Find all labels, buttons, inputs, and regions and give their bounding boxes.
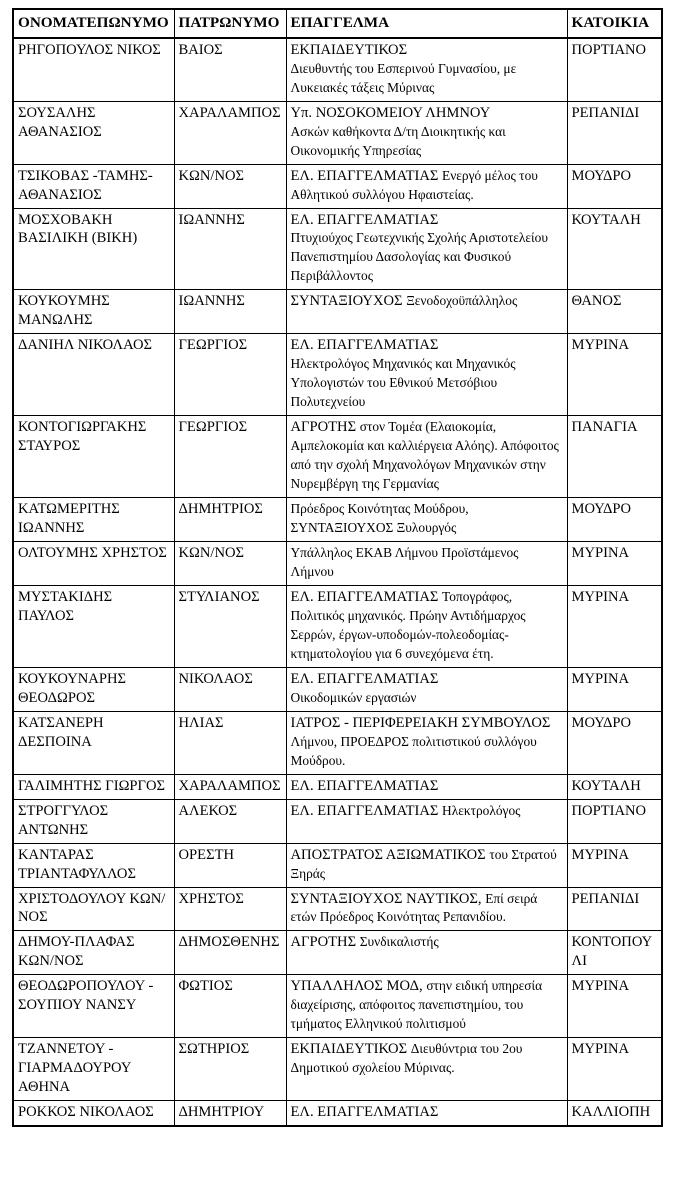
cell-fullname: ΜΥΣΤΑΚΙΔΗΣ ΠΑΥΛΟΣ — [13, 585, 174, 667]
table-row — [13, 498, 662, 542]
cell-residence: ΚΟΥΤΑΛΗ — [567, 774, 662, 799]
cell-profession — [286, 208, 567, 290]
cell-residence: ΘΑΝΟΣ — [567, 290, 662, 334]
cell-profession — [286, 416, 567, 498]
cell-residence: ΠΟΡΤΙΑΝΟ — [567, 38, 662, 101]
cell-fathername: ΝΙΚΟΛΑΟΣ — [174, 667, 286, 711]
cell-residence: ΜΥΡΙΝΑ — [567, 334, 662, 416]
cell-fullname: ΟΛΤΟΥΜΗΣ ΧΡΗΣΤΟΣ — [13, 542, 174, 586]
table-row — [13, 799, 662, 843]
cell-fathername: ΑΛΕΚΟΣ — [174, 799, 286, 843]
cell-residence: ΚΟΥΤΑΛΗ — [567, 208, 662, 290]
cell-profession — [286, 164, 567, 208]
cell-residence: ΡΕΠΑΝΙΔΙ — [567, 101, 662, 164]
profession-title: ΑΓΡΟΤΗΣ — [290, 419, 357, 436]
table-row — [13, 101, 662, 164]
table-row — [13, 774, 662, 799]
profession-title: ΥΠΑΛΛΗΛΟΣ ΜΟΔ, — [290, 978, 423, 995]
cell-fathername: ΦΩΤΙΟΣ — [174, 975, 286, 1038]
cell-residence: ΜΥΡΙΝΑ — [567, 585, 662, 667]
cell-residence: ΜΟΥΔΡΟ — [567, 164, 662, 208]
table-row — [13, 887, 662, 931]
cell-residence: ΜΟΥΔΡΟ — [567, 498, 662, 542]
column-header-fathername: ΠΑΤΡΩΝΥΜΟ — [174, 9, 286, 38]
cell-fathername: ΔΗΜΗΤΡΙΟΣ — [174, 498, 286, 542]
cell-fathername: ΚΩΝ/ΝΟΣ — [174, 164, 286, 208]
profession-title: ΕΛ. ΕΠΑΓΓΕΛΜΑΤΙΑΣ — [290, 1104, 439, 1121]
profession-title: ΕΚΠΑΙΔΕΥΤΙΚΟΣ — [290, 41, 408, 58]
cell-profession — [286, 711, 567, 774]
cell-residence: ΜΥΡΙΝΑ — [567, 667, 662, 711]
cell-fathername: ΔΗΜΗΤΡΙΟΥ — [174, 1101, 286, 1126]
column-header-residence: ΚΑΤΟΙΚΙΑ — [567, 9, 662, 38]
cell-residence: ΜΥΡΙΝΑ — [567, 542, 662, 586]
table-row — [13, 164, 662, 208]
cell-profession — [286, 843, 567, 887]
profession-detail: Επί σειρά ετών Πρόεδρος Κοινότητας Ρεπανιδίου. — [290, 890, 538, 925]
profession-detail: Ηλεκτρολόγος — [442, 802, 521, 818]
cell-fullname: ΜΟΣΧΟΒΑΚΗ ΒΑΣΙΛΙΚΗ (ΒΙΚΗ) — [13, 208, 174, 290]
profession-detail: Ενεργό μέλος του Αθλητικού συλλόγου Ηφαιστείας. — [290, 167, 538, 202]
cell-fathername: ΓΕΩΡΓΙΟΣ — [174, 334, 286, 416]
table-row — [13, 975, 662, 1038]
cell-profession — [286, 498, 567, 542]
table-row — [13, 416, 662, 498]
column-header-profession: ΕΠΑΓΓΕΛΜΑ — [286, 9, 567, 38]
profession-title: ΣΥΝΤΑΞΙΟΥΧΟΣ — [290, 293, 403, 310]
cell-fullname: ΤΣΙΚΟΒΑΣ -ΤΑΜΗΣ- ΑΘΑΝΑΣΙΟΣ — [13, 164, 174, 208]
table-body — [13, 38, 662, 1126]
table-row — [13, 843, 662, 887]
cell-profession — [286, 1101, 567, 1126]
cell-fullname: ΚΟΥΚΟΥΜΗΣ ΜΑΝΩΛΗΣ — [13, 290, 174, 334]
profession-detail: Οικοδομικών εργασιών — [290, 689, 417, 705]
profession-title: Υπ. ΝΟΣΟΚΟΜΕΙΟΥ ΛΗΜΝΟΥ — [290, 104, 491, 121]
cell-profession — [286, 585, 567, 667]
profession-detail: Συνδικαλιστής — [359, 934, 439, 950]
cell-residence: ΜΥΡΙΝΑ — [567, 975, 662, 1038]
cell-residence: ΠΟΡΤΙΑΝΟ — [567, 799, 662, 843]
cell-fullname: ΘΕΟΔΩΡΟΠΟΥΛΟΥ - ΣΟΥΠΙΟΥ ΝΑΝΣΥ — [13, 975, 174, 1038]
cell-fullname: ΣΟΥΣΑΛΗΣ ΑΘΑΝΑΣΙΟΣ — [13, 101, 174, 164]
table-header — [13, 9, 662, 38]
cell-fullname: ΓΑΛΙΜΗΤΗΣ ΓΙΩΡΓΟΣ — [13, 774, 174, 799]
table-row — [13, 208, 662, 290]
cell-fathername: ΙΩΑΝΝΗΣ — [174, 290, 286, 334]
profession-detail: Διευθύντρια του 2ου Δημοτικού σχολείου Μύρινας. — [290, 1041, 523, 1076]
cell-fullname: ΚΟΝΤΟΓΙΩΡΓΑΚΗΣ ΣΤΑΥΡΟΣ — [13, 416, 174, 498]
cell-profession — [286, 887, 567, 931]
cell-fullname: ΚΑΤΩΜΕΡΙΤΗΣ ΙΩΑΝΝΗΣ — [13, 498, 174, 542]
cell-profession — [286, 542, 567, 586]
profession-detail: στην ειδική υπηρεσία διαχείρισης, απόφοιτος πανεπιστημίου, του τμήματος Ελληνικού πολιτισμού — [290, 978, 543, 1032]
profession-title: ΙΑΤΡΟΣ - ΠΕΡΙΦΕΡΕΙΑΚΗ ΣΥΜΒΟΥΛΟΣ — [290, 714, 551, 731]
profession-detail: Πρόεδρος Κοινότητας Μούδρου, ΣΥΝΤΑΞΙΟΥΧΟΣ Ξυλουργός — [290, 501, 469, 536]
cell-fullname: ΤΖΑΝΝΕΤΟΥ - ΓΙΑΡΜΑΔΟΥΡΟΥ ΑΘΗΝΑ — [13, 1038, 174, 1101]
profession-detail: Διευθυντής του Εσπερινού Γυμνασίου, με Λυκειακές τάξεις Μύρινας — [290, 60, 517, 95]
profession-detail: του Στρατού Ξηράς — [290, 846, 557, 881]
cell-profession — [286, 334, 567, 416]
cell-profession — [286, 975, 567, 1038]
table-row — [13, 334, 662, 416]
table-row — [13, 667, 662, 711]
cell-fullname: ΔΑΝΙΗΛ ΝΙΚΟΛΑΟΣ — [13, 334, 174, 416]
profession-title: ΑΠΟΣΤΡΑΤΟΣ ΑΞΙΩΜΑΤΙΚΟΣ — [290, 846, 486, 863]
profession-detail: Ασκών καθήκοντα Δ/τη Διοικητικής και Οικονομικής Υπηρεσίας — [290, 123, 506, 158]
profession-title: ΕΛ. ΕΠΑΓΓΕΛΜΑΤΙΑΣ — [290, 802, 439, 819]
cell-fathername: ΔΗΜΟΣΘΕΝΗΣ — [174, 931, 286, 975]
profession-title: ΕΛ. ΕΠΑΓΓΕΛΜΑΤΙΑΣ — [290, 588, 439, 605]
profession-title: ΕΛ. ΕΠΑΓΓΕΛΜΑΤΙΑΣ — [290, 211, 439, 228]
cell-fullname: ΚΟΥΚΟΥΝΑΡΗΣ ΘΕΟΔΩΡΟΣ — [13, 667, 174, 711]
profession-title: ΕΛ. ΕΠΑΓΓΕΛΜΑΤΙΑΣ — [290, 167, 439, 184]
table-row — [13, 542, 662, 586]
profession-detail: Πτυχιούχος Γεωτεχνικής Σχολής Αριστοτελείου Πανεπιστημίου Δασολογίας και Φυσικού Περιβάλλοντος — [290, 230, 548, 284]
cell-residence: ΜΟΥΔΡΟ — [567, 711, 662, 774]
cell-fullname: ΔΗΜΟΥ-ΠΛΑΦΑΣ ΚΩΝ/ΝΟΣ — [13, 931, 174, 975]
cell-fullname: ΚΑΝΤΑΡΑΣ ΤΡΙΑΝΤΑΦΥΛΛΟΣ — [13, 843, 174, 887]
cell-fathername: ΟΡΕΣΤΗ — [174, 843, 286, 887]
candidates-table — [12, 8, 663, 1127]
table-header-row — [13, 9, 662, 38]
cell-profession — [286, 799, 567, 843]
cell-fullname: ΧΡΙΣΤΟΔΟΥΛΟΥ ΚΩΝ/ΝΟΣ — [13, 887, 174, 931]
cell-fullname: ΡΟΚΚΟΣ ΝΙΚΟΛΑΟΣ — [13, 1101, 174, 1126]
cell-fathername: ΣΤΥΛΙΑΝΟΣ — [174, 585, 286, 667]
cell-fathername: ΚΩΝ/ΝΟΣ — [174, 542, 286, 586]
cell-fathername: ΒΑΙΟΣ — [174, 38, 286, 101]
cell-fullname: ΡΗΓΟΠΟΥΛΟΣ ΝΙΚΟΣ — [13, 38, 174, 101]
cell-fathername: ΓΕΩΡΓΙΟΣ — [174, 416, 286, 498]
profession-title: ΕΛ. ΕΠΑΓΓΕΛΜΑΤΙΑΣ — [290, 777, 439, 794]
cell-fathername: ΧΑΡΑΛΑΜΠΟΣ — [174, 774, 286, 799]
cell-fathername: ΣΩΤΗΡΙΟΣ — [174, 1038, 286, 1101]
column-header-fullname: ΟΝΟΜΑΤΕΠΩΝΥΜΟ — [13, 9, 174, 38]
cell-profession — [286, 38, 567, 101]
cell-profession — [286, 290, 567, 334]
table-row — [13, 585, 662, 667]
cell-residence: ΚΟΝΤΟΠΟΥΛΙ — [567, 931, 662, 975]
cell-fathername: ΧΡΗΣΤΟΣ — [174, 887, 286, 931]
cell-profession — [286, 774, 567, 799]
profession-detail: Υπάλληλος ΕΚΑΒ Λήμνου Προϊστάμενος Λήμνου — [290, 545, 519, 579]
cell-residence: ΚΑΛΛΙΟΠΗ — [567, 1101, 662, 1126]
cell-residence: ΠΑΝΑΓΙΑ — [567, 416, 662, 498]
profession-title: ΕΛ. ΕΠΑΓΓΕΛΜΑΤΙΑΣ — [290, 670, 439, 687]
profession-detail: Λήμνου, ΠΡΟΕΔΡΟΣ πολιτιστικού συλλόγου Μούδρου. — [290, 733, 537, 768]
table-row — [13, 290, 662, 334]
table-row — [13, 1101, 662, 1126]
cell-profession — [286, 667, 567, 711]
profession-title: ΕΛ. ΕΠΑΓΓΕΛΜΑΤΙΑΣ — [290, 337, 439, 354]
cell-profession — [286, 1038, 567, 1101]
profession-detail: Ηλεκτρολόγος Μηχανικός και Μηχανικός Υπολογιστών του Εθνικού Μετσόβιου Πολυτεχνείου — [290, 356, 516, 410]
table-row — [13, 931, 662, 975]
cell-fathername: ΙΩΑΝΝΗΣ — [174, 208, 286, 290]
profession-title: ΕΚΠΑΙΔΕΥΤΙΚΟΣ — [290, 1041, 408, 1058]
profession-detail: Ξενοδοχοϋπάλληλος — [406, 293, 518, 309]
profession-title: ΣΥΝΤΑΞΙΟΥΧΟΣ ΝΑΥΤΙΚΟΣ, — [290, 890, 482, 907]
profession-detail: στον Τομέα (Ελαιοκομία, Αμπελοκομία και καλλιέργεια Αλόης). Απόφοιτος από την σχολή Μηχανολόγων Μηχανικών στην Νυρεμβέργη της Γερμανίας — [290, 419, 559, 492]
table-row — [13, 1038, 662, 1101]
cell-fullname: ΣΤΡΟΓΓΥΛΟΣ ΑΝΤΩΝΗΣ — [13, 799, 174, 843]
table-row — [13, 711, 662, 774]
cell-fathername: ΧΑΡΑΛΑΜΠΟΣ — [174, 101, 286, 164]
cell-profession — [286, 101, 567, 164]
cell-fathername: ΗΛΙΑΣ — [174, 711, 286, 774]
cell-residence: ΜΥΡΙΝΑ — [567, 1038, 662, 1101]
cell-profession — [286, 931, 567, 975]
cell-residence: ΡΕΠΑΝΙΔΙ — [567, 887, 662, 931]
profession-title: ΑΓΡΟΤΗΣ — [290, 934, 357, 951]
table-row — [13, 38, 662, 101]
profession-detail: Τοπογράφος, Πολιτικός μηχανικός. Πρώην Αντιδήμαρχος Σερρών, έργων-υποδομών-πολεοδομίας- κτηματολογίου για 6 συνεχόμενα έτη. — [290, 588, 526, 661]
cell-fullname: ΚΑΤΣΑΝΕΡΗ ΔΕΣΠΟΙΝΑ — [13, 711, 174, 774]
cell-residence: ΜΥΡΙΝΑ — [567, 843, 662, 887]
